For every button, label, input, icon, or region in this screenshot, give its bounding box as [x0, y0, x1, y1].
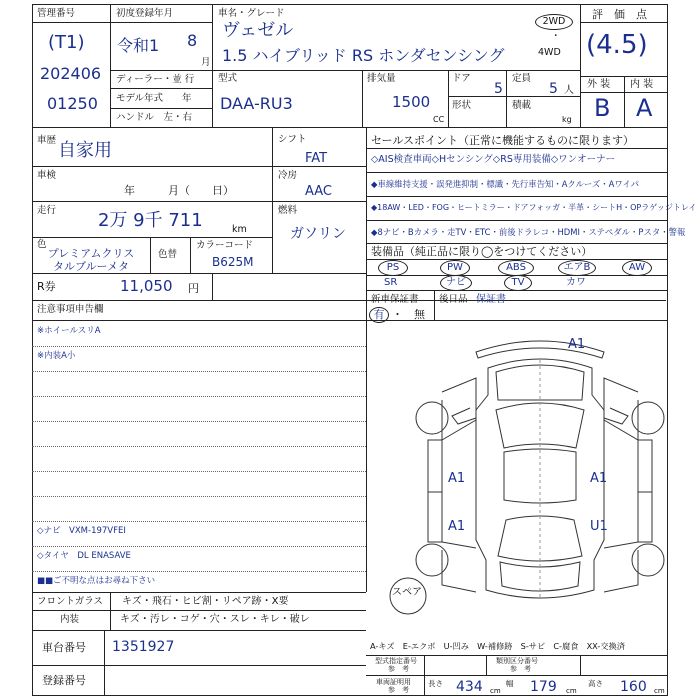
takasa-unit: cm	[654, 687, 665, 695]
equip-kawa: カワ	[566, 277, 586, 288]
iro-label: 色	[37, 239, 47, 250]
gaiso-label: 外 装	[587, 79, 611, 90]
drive-dot: ・	[551, 31, 561, 42]
color-value: プレミアムクリスタルブルーメタ	[47, 247, 135, 273]
nagasa-unit: cm	[490, 687, 501, 695]
door-label: ドア	[452, 73, 471, 84]
color-code-label: カラーコード	[196, 240, 254, 251]
note-tire: ◇タイヤ DL ENASAVE	[37, 551, 131, 561]
shamei-label: 車名・グレード	[218, 8, 285, 19]
equip-navi: ナビ	[440, 275, 472, 291]
teiin-label: 定員	[512, 73, 532, 84]
drive-2wd-circled: 2WD	[535, 14, 573, 30]
naiso2-options: キズ・汚レ・コゲ・穴・スレ・キレ・破レ	[120, 614, 310, 625]
equip-aw: AW	[622, 260, 652, 276]
haiki-label: 排気量	[367, 73, 396, 84]
sales-label: セールスポイント（正常に機能するものに限ります）	[371, 134, 635, 147]
toroku-label: 登録番号	[42, 674, 86, 687]
haiki-value: 1500	[392, 93, 431, 111]
shareki-value: 自家用	[58, 140, 112, 161]
katashiki-value: DAA-RU3	[220, 94, 293, 113]
t1-value: (T1)	[48, 32, 85, 53]
damage-mark-left-rear: A1	[448, 519, 466, 534]
damage-mark-right-front: A1	[590, 471, 608, 486]
drive-4wd: 4WD	[538, 47, 561, 58]
reg-month: 8	[187, 31, 198, 50]
fuel-value: ガソリン	[290, 226, 346, 242]
handle-label: ハンドル 左・右	[116, 112, 193, 123]
note-interior: ※内装A小	[37, 351, 76, 361]
equip-tv: TV	[504, 275, 532, 291]
note-navi: ◇ナビ VXM-197VFEI	[37, 526, 126, 536]
model-year-label: モデル年式 年	[116, 93, 192, 104]
front-glass-label: フロントガラス	[37, 596, 103, 607]
shomei-sub: 参 考	[388, 686, 409, 694]
damage-mark-right-rear: U1	[590, 519, 608, 534]
sekisai-unit: kg	[562, 115, 572, 124]
shaken-format: 年 月（ 日）	[124, 184, 234, 197]
hosho-ari-circled: 有	[369, 307, 389, 323]
haiki-unit: CC	[433, 115, 445, 124]
teiin-value: 5	[549, 81, 558, 97]
haba-label: 幅	[506, 679, 514, 688]
kanri-number-2: 01250	[47, 94, 98, 113]
takasa-label: 高さ	[588, 679, 603, 688]
shomei-label: 車両証明用	[376, 678, 411, 686]
rken-label: R券	[37, 280, 56, 293]
spare-label: スペア	[392, 587, 422, 598]
sales-point-2: ◆車線維持支援・誤発進抑制・標識・先行車告知・Aクルーズ・Aワイパ	[371, 179, 640, 189]
hyoka-label: 評 価 点	[592, 8, 647, 21]
nagasa-label: 長さ	[428, 679, 443, 688]
yen-unit: 円	[188, 282, 199, 295]
kanri-label: 管理番号	[37, 8, 76, 19]
shift-label: シフト	[278, 134, 307, 145]
nagasa-value: 434	[456, 679, 483, 695]
soubi-label: 装備品（純正品に限り◯をつけてください）	[371, 245, 593, 258]
keijo-label: 形状	[452, 100, 472, 111]
car-name: ヴェゼル	[222, 20, 294, 41]
damage-legend: A-キズ E-エクボ U-凹み W-補修跡 S-サビ C-腐食 XX-交換済	[370, 641, 625, 651]
equip-abs: ABS	[498, 260, 534, 276]
equip-sr: SR	[384, 277, 398, 288]
damage-mark-left-front: A1	[448, 471, 466, 486]
reiwa-year: 令和1	[117, 36, 160, 55]
damage-mark-front: A1	[568, 337, 586, 352]
ruibetsu-sub: 参 考	[510, 665, 531, 673]
note-inquiry: ■■ご不明な点はお尋ね下さい	[37, 576, 156, 586]
equip-pw: PW	[440, 260, 470, 276]
gojitsu-label: 後日品	[439, 294, 468, 305]
kanri-number-1: 202406	[40, 64, 102, 83]
rken-value: 11,050	[120, 277, 173, 295]
equip-ps: PS	[378, 260, 408, 276]
dealer-label: ディーラー・並 行	[116, 74, 195, 85]
score-value: (4.5)	[586, 30, 648, 60]
km-unit: km	[232, 224, 247, 235]
aircon-value: AAC	[305, 184, 332, 199]
front-glass-options: キズ・飛石・ヒビ割・リペア跡・X要	[122, 596, 289, 607]
note-wheel: ※ホイールスリA	[37, 326, 101, 336]
shift-value: FAT	[305, 151, 328, 166]
ruibetsu-label: 類別区分番号	[496, 657, 538, 665]
naiso2-label: 内装	[60, 614, 80, 625]
sekisai-label: 積載	[512, 100, 532, 111]
mileage-value: 2万 9千 711	[98, 210, 203, 231]
gojitsu-value: 保証書	[476, 294, 506, 305]
equip-airbag: エアB	[558, 260, 596, 276]
daiban-label: 車台番号	[42, 641, 86, 654]
hosho-label: 新車保証書	[371, 294, 419, 305]
katashiki-shitei-label: 型式指定番号	[375, 657, 417, 665]
takasa-value: 160	[620, 679, 647, 695]
chui-label: 注意事項申告欄	[37, 304, 104, 315]
haba-unit: cm	[566, 687, 577, 695]
teiin-unit: 人	[564, 85, 574, 96]
gaiso-grade: B	[594, 94, 611, 122]
naiso-label: 内 装	[630, 79, 654, 90]
sales-point-1: ◇AIS検査車両◇Hセンシング◇RS専用装備◇ワンオーナー	[371, 154, 616, 165]
shaken-label: 車検	[37, 170, 57, 181]
sales-point-4: ◆8ナビ・Bカメラ・走TV・ETC・前後ドラレコ・HDMI・ステペダル・Pスタ・警報	[371, 227, 686, 237]
sales-point-3: ◆18AW・LED・FOG・ヒートミラー・ドアフォッガ・半革・シートH・OPラゲッジトレイ	[371, 203, 697, 212]
reibo-label: 冷房	[278, 170, 298, 181]
naiso-grade: A	[636, 94, 653, 122]
katashiki-shitei-sub: 参 考	[388, 665, 409, 673]
hosho-nashi: ・ 無	[392, 308, 425, 321]
daiban-value: 1351927	[112, 639, 175, 655]
door-value: 5	[494, 81, 503, 97]
shareki-label: 車歴	[37, 135, 57, 146]
haba-value: 179	[530, 679, 557, 695]
car-grade: 1.5 ハイブリッド RS ホンダセンシング	[222, 46, 505, 65]
katashiki-label: 型式	[218, 73, 238, 84]
soko-label: 走行	[37, 205, 57, 216]
irokae-label: 色替	[158, 249, 178, 260]
shodo-label: 初度登録年月	[116, 8, 174, 19]
nenryo-label: 燃料	[278, 205, 298, 216]
color-code-value: B625M	[212, 255, 254, 269]
month-unit: 月	[201, 57, 211, 68]
